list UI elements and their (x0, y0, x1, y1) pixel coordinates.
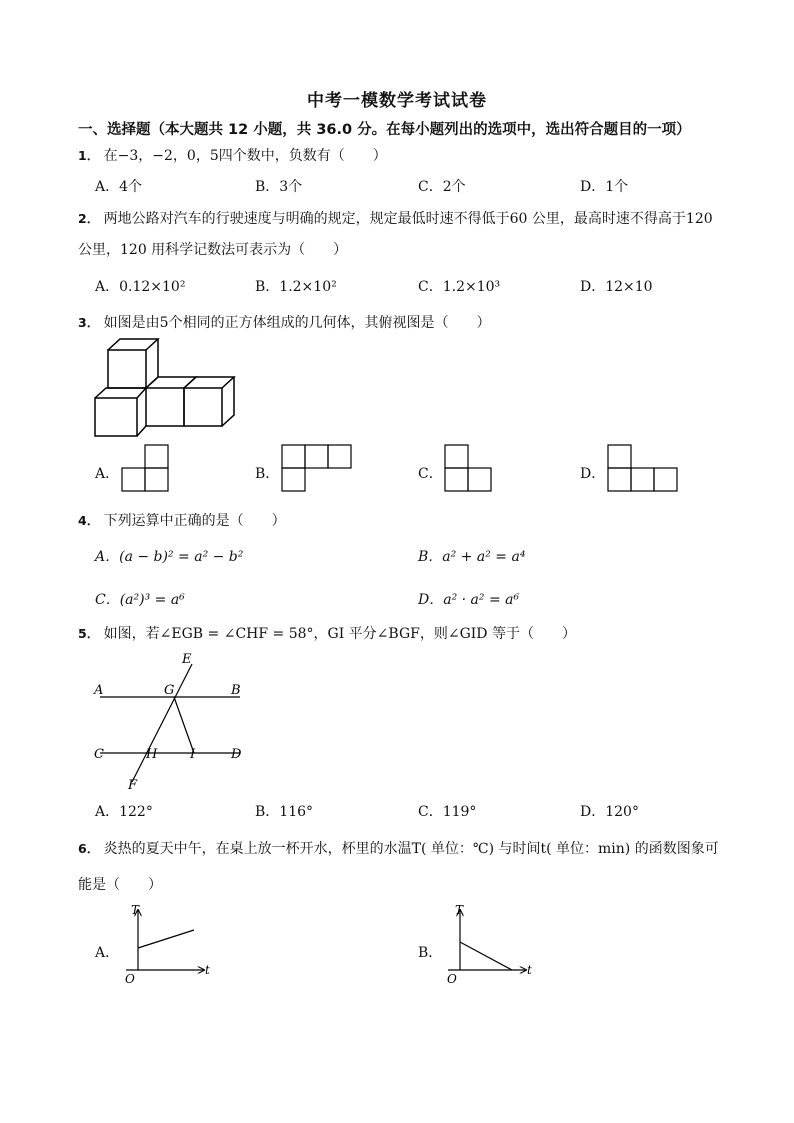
q6-option-a-label: A． (95, 945, 120, 961)
question-text: 如图是由5个相同的正方体组成的几何体，其俯视图是（ ） (103, 315, 491, 331)
origin-label: O (447, 972, 457, 986)
q5-option-c: C．119° (418, 804, 477, 820)
q2-option-c: C．1.2×10³ (418, 279, 501, 295)
question-1 (78, 145, 387, 165)
question-number: 5． (78, 626, 100, 641)
q6-graph-b (440, 904, 540, 986)
label-b: B (231, 683, 241, 698)
question-text-line2: 公里，120 用科学记数法可表示为（ ） (78, 242, 348, 258)
question-number: 2． (78, 211, 100, 226)
q3-option-a-figure (121, 444, 171, 494)
label-a: A (94, 683, 104, 698)
label-d: D (231, 747, 242, 762)
q2-option-b: B．1.2×10² (255, 279, 337, 295)
axis-t-label: T (131, 903, 140, 917)
q6-graph-a (118, 904, 218, 986)
q1-option-b: B．3个 (255, 179, 303, 195)
q4-option-b: B．a² + a² = a⁴ (418, 549, 526, 565)
q3-option-c-figure (444, 444, 494, 494)
question-text: 在−3，−2，0，5四个数中，负数有（ ） (103, 148, 387, 164)
page-title: 中考一模数学考试试卷 (307, 91, 487, 111)
label-i: I (190, 747, 196, 762)
question-5 (78, 623, 576, 643)
question-number: 1． (78, 148, 100, 163)
q3-option-d-label: D． (580, 466, 606, 482)
section-heading: 一、选择题（本大题共 12 小题，共 36.0 分。在每小题列出的选项中，选出符合题目的一项） (78, 122, 691, 138)
q2-option-d: D．12×10 (580, 279, 653, 295)
q4-option-d: D．a² · a² = a⁶ (418, 592, 520, 608)
q4-option-c: C．(a²)³ = a⁶ (95, 592, 185, 608)
axis-time-label: t (205, 963, 210, 977)
question-text-line1: 两地公路对汽车的行驶速度与明确的规定，规定最低时速不得低于60 公里，最高时速不得高于120 (103, 211, 713, 227)
label-f: F (128, 778, 138, 793)
cube-figure (90, 336, 240, 440)
q1-option-a: A．4个 (95, 179, 143, 195)
q1-option-c: C．2个 (418, 179, 466, 195)
question-number: 3． (78, 315, 100, 330)
question-text: 如图，若∠EGB = ∠CHF = 58°，GI 平分∠BGF，则∠GID 等于（ ） (103, 626, 576, 642)
question-3 (78, 312, 491, 332)
axis-time-label: t (527, 963, 532, 977)
q5-option-b: B．116° (255, 804, 314, 820)
question-6 (78, 838, 719, 858)
question-2 (78, 208, 713, 228)
question-number: 4． (78, 513, 100, 528)
q3-option-b-label: B． (255, 466, 280, 482)
q6-option-b-label: B． (418, 945, 443, 961)
q3-option-d-figure (607, 444, 682, 494)
q1-option-d: D．1个 (580, 179, 629, 195)
question-text-line2: 能是（ ） (78, 877, 162, 893)
question-text-line1: 炎热的夏天中午，在桌上放一杯开水，杯里的水温T( 单位：℃) 与时间t( 单位：min) 的函数图象可 (103, 841, 719, 857)
q5-option-d: D．120° (580, 804, 639, 820)
origin-label: O (125, 972, 135, 986)
question-text: 下列运算中正确的是（ ） (103, 513, 286, 529)
q3-option-a-label: A． (95, 466, 120, 482)
question-4 (78, 510, 286, 530)
label-c: C (94, 747, 104, 762)
q3-option-b-figure (281, 444, 356, 494)
label-h: H (146, 747, 158, 762)
label-g: G (164, 683, 175, 698)
parallel-lines-figure (90, 650, 250, 795)
label-e: E (182, 652, 192, 667)
question-number: 6． (78, 841, 100, 856)
axis-t-label: T (455, 903, 464, 917)
q3-option-c-label: C． (418, 466, 443, 482)
q5-option-a: A．122° (95, 804, 153, 820)
q4-option-a: A．(a − b)² = a² − b² (95, 549, 244, 565)
q2-option-a: A．0.12×10² (95, 279, 186, 295)
